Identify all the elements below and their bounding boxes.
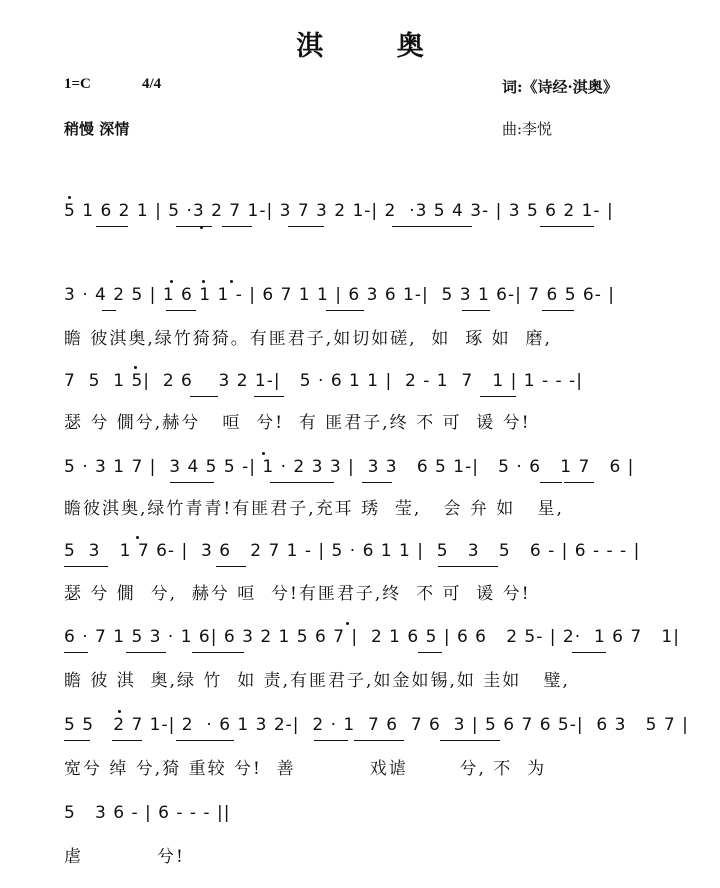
beam-line <box>438 566 498 567</box>
beam-line <box>126 652 166 653</box>
beam-line <box>480 396 516 397</box>
composer-credit: 曲:李悦 <box>502 120 553 138</box>
beam-line <box>64 566 108 567</box>
song-title: 淇 奥 <box>296 31 456 62</box>
beam-line <box>326 310 364 311</box>
beam-line <box>354 740 404 741</box>
beam-line <box>440 740 500 741</box>
time-signature: 4/4 <box>142 76 162 92</box>
beam-line <box>176 226 212 227</box>
beam-line <box>270 482 334 483</box>
beam-line <box>64 740 90 741</box>
beam-line <box>254 396 284 397</box>
beam-line <box>314 740 348 741</box>
octave-dot <box>118 710 121 713</box>
beam-line <box>362 482 392 483</box>
lyric-line: 瑟 兮 僩 兮, 赫兮 咺 兮!有匪君子,终 不 可 谖 兮! <box>64 584 531 604</box>
beam-line <box>542 310 574 311</box>
beam-line <box>112 740 142 741</box>
beam-line <box>418 652 442 653</box>
beam-line <box>102 310 116 311</box>
lyricist-credit: 词:《诗经·淇奥》 <box>502 78 618 96</box>
octave-dot <box>134 366 137 369</box>
beam-line <box>190 396 218 397</box>
beam-line <box>64 652 88 653</box>
octave-dot <box>202 280 205 283</box>
beam-line <box>176 740 234 741</box>
beam-line <box>166 310 196 311</box>
notation-line: 3 · 4 2 5 | 1 6 1 1 - | 6 7 1 1 | 6 3 6 1-| 5 3 1 6-| 7 6 5 6- | <box>64 285 616 305</box>
beam-line <box>170 482 214 483</box>
octave-dot <box>68 196 71 199</box>
beam-line <box>96 226 128 227</box>
lyric-line: 虐 兮! <box>64 847 185 867</box>
beam-line <box>288 226 324 227</box>
octave-dot <box>346 622 349 625</box>
lyric-line: 宽兮 绰 兮,猗 重较 兮! 善 戏谑 兮, 不 为 <box>64 759 547 779</box>
beam-line <box>222 226 252 227</box>
beam-line <box>572 652 606 653</box>
octave-dot <box>200 226 203 229</box>
lyric-line: 瞻 彼 淇 奥,绿 竹 如 责,有匪君子,如金如锡,如 圭如 璧, <box>64 671 570 691</box>
notation-line: 7 5 1 5| 2 6 3 2 1-| 5 · 6 1 1 | 2 - 1 7 1 | 1 - - -| <box>64 371 583 391</box>
beam-line <box>462 310 490 311</box>
notation-line: 5 5 2 7 1-| 2 · 6 1 3 2-| 2 · 1 7 6 7 6 3 | 5 6 7 6 5-| 6 3 5 7 | <box>64 715 689 735</box>
beam-line <box>392 226 472 227</box>
key-signature: 1=C <box>64 76 91 92</box>
notation-line: 5 · 3 1 7 | 3 4 5 5 -| 1 · 2 3 3 | 3 3 6 5 1-| 5 · 6 1 7 6 | <box>64 457 635 477</box>
beam-line <box>540 482 562 483</box>
octave-dot <box>262 452 265 455</box>
beam-line <box>216 566 246 567</box>
octave-dot <box>170 280 173 283</box>
notation-line: 6 · 7 1 5 3 · 1 6| 6 3 2 1 5 6 7 | 2 1 6 5 | 6 6 2 5- | 2· 1 6 7 1| <box>64 627 680 647</box>
octave-dot <box>230 280 233 283</box>
lyric-line: 瞻 彼淇奥,绿竹猗猗。有匪君子,如切如磋, 如 琢 如 磨, <box>64 329 552 349</box>
beam-line <box>192 652 244 653</box>
beam-line <box>540 226 594 227</box>
octave-dot <box>136 536 139 539</box>
notation-line: 5 3 1 7 6- | 3 6 2 7 1 - | 5 · 6 1 1 | 5 3 5 6 - | 6 - - - | <box>64 541 641 561</box>
beam-line <box>564 482 594 483</box>
notation-line: 5 1 6 2 1 | 5 ·3 2 7 1-| 3 7 3 2 1-| 2 ·3 5 4 3- | 3 5 6 2 1- | <box>64 201 614 221</box>
tempo-marking: 稍慢 深情 <box>64 120 130 138</box>
lyric-line: 瑟 兮 僩兮,赫兮 咺 兮! 有 匪君子,终 不 可 谖 兮! <box>64 413 531 433</box>
lyric-line: 瞻彼淇奥,绿竹青青!有匪君子,充耳 琇 莹, 会 弁 如 星, <box>64 499 564 519</box>
notation-line: 5 3 6 - | 6 - - - || <box>64 803 231 823</box>
